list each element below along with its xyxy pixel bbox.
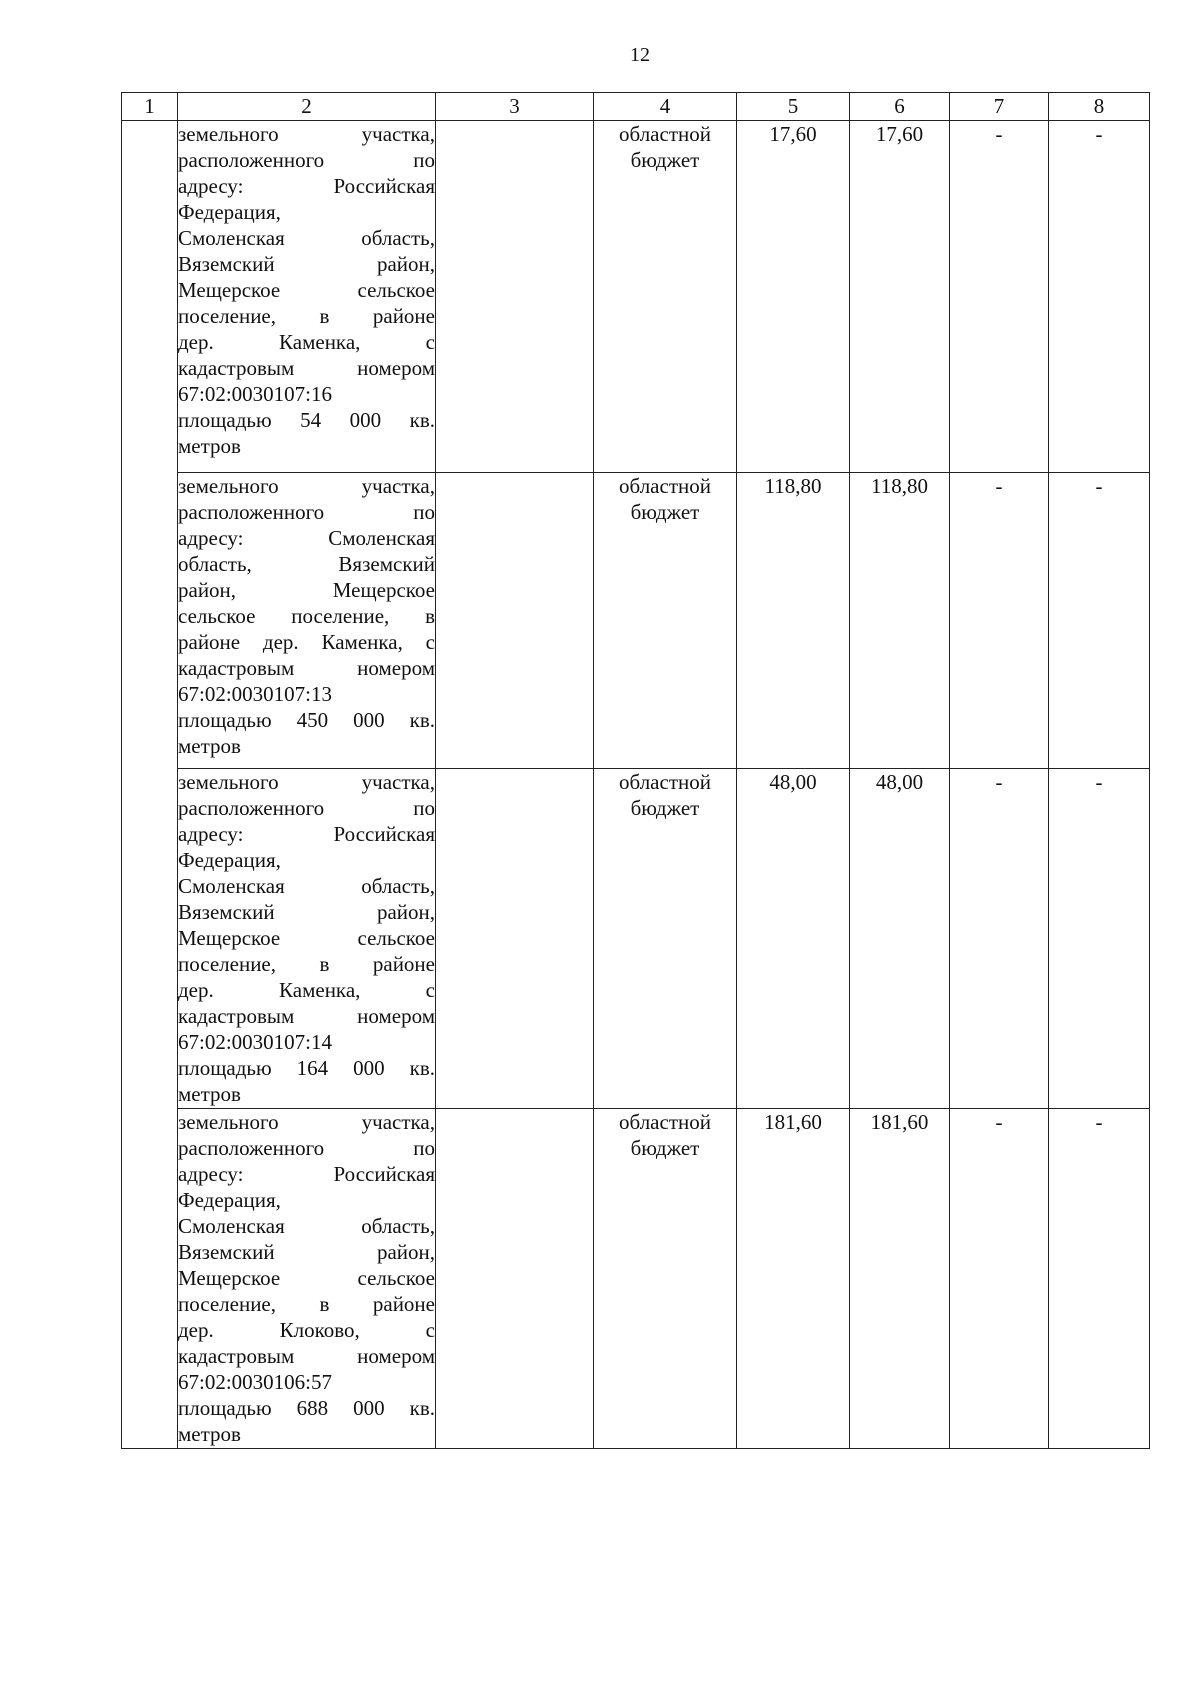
- description-line: поселение, в районе: [178, 304, 435, 328]
- empty-cell-col3: [436, 769, 594, 1109]
- description-line: Федерация,: [178, 848, 281, 872]
- description-line: метров: [178, 1422, 241, 1446]
- table-row: [122, 121, 1150, 473]
- amount-col5: 17,60: [737, 121, 850, 473]
- funding-source-line: бюджет: [630, 148, 700, 172]
- description-line: Мещерское сельское: [178, 278, 435, 302]
- description-line: дер. Каменка, с: [178, 978, 435, 1002]
- description-line: Смоленская область,: [178, 874, 435, 898]
- description-line: кадастровым номером: [178, 656, 435, 680]
- description-line: расположенного по: [178, 500, 435, 524]
- description-line: адресу: Российская: [178, 1162, 435, 1186]
- amount-col6: 181,60: [850, 1109, 950, 1449]
- amount-col8: -: [1049, 1109, 1150, 1449]
- description-line: земельного участка,: [178, 1110, 435, 1134]
- description-line: адресу: Российская: [178, 822, 435, 846]
- table-row: [122, 769, 1150, 1109]
- amount-col8: -: [1049, 769, 1150, 1109]
- description-line: площадью 54 000 кв.: [178, 408, 435, 432]
- amount-col8: -: [1049, 473, 1150, 769]
- empty-cell-col3: [436, 1109, 594, 1449]
- description-line: Смоленская область,: [178, 226, 435, 250]
- description-line: земельного участка,: [178, 474, 435, 498]
- description-line: Мещерское сельское: [178, 926, 435, 950]
- description-line: Смоленская область,: [178, 1214, 435, 1238]
- description-line: поселение, в районе: [178, 952, 435, 976]
- description-line: площадью 688 000 кв.: [178, 1396, 435, 1420]
- column-header-8: 8: [1049, 93, 1150, 121]
- amount-col6: 48,00: [850, 769, 950, 1109]
- funding-source-line: бюджет: [630, 1136, 700, 1160]
- funding-source-cell: [594, 769, 737, 1109]
- description-line: область, Вяземский: [178, 552, 435, 576]
- column-header-2: 2: [178, 93, 436, 121]
- amount-col8: -: [1049, 121, 1150, 473]
- table-row: [122, 473, 1150, 769]
- description-line: расположенного по: [178, 148, 435, 172]
- funding-source-line: областной: [619, 1110, 711, 1134]
- funding-source-line: областной: [619, 122, 711, 146]
- column-header-6: 6: [850, 93, 950, 121]
- funding-source-cell: [594, 1109, 737, 1449]
- funding-source-line: бюджет: [630, 796, 700, 820]
- column-header-7: 7: [950, 93, 1049, 121]
- column-header-4: 4: [594, 93, 737, 121]
- description-line: сельское поселение, в: [178, 604, 435, 628]
- land-plot-description: [178, 121, 436, 473]
- funding-source-line: областной: [619, 474, 711, 498]
- description-line: дер. Клоково, с: [178, 1318, 435, 1342]
- description-line: земельного участка,: [178, 122, 435, 146]
- description-line: расположенного по: [178, 796, 435, 820]
- funding-source-line: бюджет: [630, 500, 700, 524]
- expenditure-table: [121, 92, 1150, 1449]
- description-line: районе дер. Каменка, с: [178, 630, 435, 654]
- description-line: поселение, в районе: [178, 1292, 435, 1316]
- amount-col5: 181,60: [737, 1109, 850, 1449]
- description-line: Федерация,: [178, 200, 281, 224]
- description-line: Вяземский район,: [178, 252, 435, 276]
- empty-cell-col3: [436, 473, 594, 769]
- description-line: кадастровым номером: [178, 1004, 435, 1028]
- column-header-3: 3: [436, 93, 594, 121]
- description-line: район, Мещерское: [178, 578, 435, 602]
- description-line: адресу: Смоленская: [178, 526, 435, 550]
- description-line: Вяземский район,: [178, 900, 435, 924]
- funding-source-cell: [594, 473, 737, 769]
- amount-col6: 118,80: [850, 473, 950, 769]
- column-number-header-row: [122, 93, 1150, 121]
- description-line: кадастровым номером: [178, 1344, 435, 1368]
- amount-col6: 17,60: [850, 121, 950, 473]
- amount-col5: 118,80: [737, 473, 850, 769]
- funding-source-line: областной: [619, 770, 711, 794]
- land-plot-description: [178, 769, 436, 1109]
- amount-col7: -: [950, 473, 1049, 769]
- funding-source-cell: [594, 121, 737, 473]
- empty-cell-col3: [436, 121, 594, 473]
- description-line: Мещерское сельское: [178, 1266, 435, 1290]
- description-line: Федерация,: [178, 1188, 281, 1212]
- column-header-5: 5: [737, 93, 850, 121]
- amount-col7: -: [950, 769, 1049, 1109]
- amount-col7: -: [950, 1109, 1049, 1449]
- column-header-1: 1: [122, 93, 178, 121]
- description-line: метров: [178, 434, 241, 458]
- description-line: дер. Каменка, с: [178, 330, 435, 354]
- description-line: площадью 164 000 кв.: [178, 1056, 435, 1080]
- description-line: адресу: Российская: [178, 174, 435, 198]
- description-line: кадастровым номером: [178, 356, 435, 380]
- description-line: метров: [178, 1082, 241, 1106]
- description-line: 67:02:0030106:57: [178, 1370, 333, 1394]
- land-plot-description: [178, 473, 436, 769]
- description-line: Вяземский район,: [178, 1240, 435, 1264]
- description-line: площадью 450 000 кв.: [178, 708, 435, 732]
- description-line: земельного участка,: [178, 770, 435, 794]
- description-line: 67:02:0030107:16: [178, 382, 333, 406]
- table-row: [122, 1109, 1150, 1449]
- land-plot-description: [178, 1109, 436, 1449]
- amount-col7: -: [950, 121, 1049, 473]
- description-line: расположенного по: [178, 1136, 435, 1160]
- amount-col5: 48,00: [737, 769, 850, 1109]
- description-line: 67:02:0030107:14: [178, 1030, 333, 1054]
- description-line: метров: [178, 734, 241, 758]
- row-number-cell: [122, 121, 178, 1449]
- page-number: 12: [630, 44, 650, 66]
- description-line: 67:02:0030107:13: [178, 682, 333, 706]
